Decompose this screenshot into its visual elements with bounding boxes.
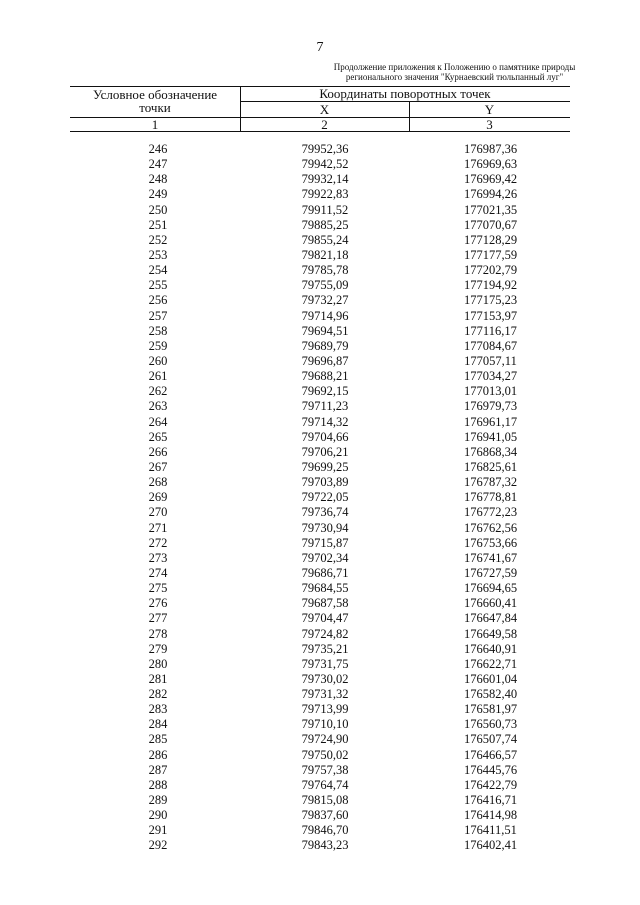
y-coordinate-cell: 176560,73	[463, 717, 518, 732]
point-id-cell: 249	[148, 187, 168, 202]
table-row	[0, 808, 640, 823]
table-row	[0, 657, 640, 672]
y-coordinate-cell: 177177,59	[463, 247, 518, 262]
point-id-cell: 251	[148, 217, 168, 232]
x-coordinate-cell: 79699,25	[301, 459, 349, 474]
point-id-cell: 261	[148, 369, 168, 384]
point-id-cell: 290	[148, 808, 168, 823]
y-coordinate-cell: 176741,67	[463, 550, 518, 565]
x-coordinate-cell: 79731,75	[301, 656, 349, 671]
y-coordinate-cell: 176787,32	[463, 475, 518, 490]
point-id-cell: 292	[148, 838, 168, 853]
point-id-cell: 285	[148, 732, 168, 747]
x-coordinate-cell: 79688,21	[301, 369, 349, 384]
y-coordinate-cell: 176422,79	[463, 777, 518, 792]
table-row	[0, 309, 640, 324]
x-coordinate-cell: 79735,21	[301, 641, 349, 656]
y-coordinate-cell: 177175,23	[463, 293, 518, 308]
point-id-cell: 270	[148, 505, 168, 520]
point-id-cell: 281	[148, 671, 168, 686]
y-coordinate-cell: 177057,11	[464, 353, 517, 368]
y-coordinate-cell: 177116,17	[464, 323, 517, 338]
table-row	[0, 717, 640, 732]
table-row	[0, 596, 640, 611]
y-coordinate-cell: 176649,58	[463, 626, 518, 641]
x-coordinate-cell: 79757,38	[301, 762, 349, 777]
point-id-cell: 277	[148, 611, 168, 626]
x-coordinate-cell: 79702,34	[301, 550, 349, 565]
y-coordinate-cell: 176507,74	[463, 732, 518, 747]
point-id-cell: 282	[148, 687, 168, 702]
table-row	[0, 490, 640, 505]
x-coordinate-cell: 79785,78	[301, 263, 349, 278]
x-coordinate-cell: 79764,74	[301, 777, 349, 792]
point-id-cell: 287	[148, 762, 168, 777]
y-coordinate-cell: 176402,41	[463, 838, 518, 853]
table-row	[0, 354, 640, 369]
x-coordinate-cell: 79736,74	[301, 505, 349, 520]
x-coordinate-cell: 79750,02	[301, 747, 349, 762]
x-coordinate-cell: 79731,32	[301, 687, 349, 702]
table-row	[0, 157, 640, 172]
header-bottom-rule	[70, 131, 570, 132]
x-coordinate-cell: 79732,27	[301, 293, 349, 308]
x-coordinate-cell: 79755,09	[301, 278, 349, 293]
y-coordinate-cell: 176825,61	[463, 459, 518, 474]
coords-subheader-rule	[240, 101, 570, 102]
point-id-cell: 272	[148, 535, 168, 550]
x-coordinate-cell: 79821,18	[301, 247, 349, 262]
coords-header: Координаты поворотных точек	[319, 86, 491, 101]
table-row	[0, 233, 640, 248]
point-header-line-2: точки	[139, 100, 171, 115]
x-coordinate-cell: 79686,71	[301, 565, 349, 580]
point-id-cell: 258	[148, 323, 168, 338]
col-index-1: 1	[151, 117, 159, 132]
y-coordinate-cell: 176753,66	[463, 535, 518, 550]
table-row	[0, 369, 640, 384]
x-coordinate-cell: 79694,51	[301, 323, 349, 338]
y-coordinate-cell: 176987,36	[463, 142, 518, 156]
x-coordinate-cell: 79703,89	[301, 475, 349, 490]
y-coordinate-cell: 176727,59	[463, 565, 518, 580]
x-coordinate-cell: 79687,58	[301, 596, 349, 611]
x-coordinate-cell: 79730,94	[301, 520, 349, 535]
point-id-cell: 248	[148, 172, 168, 187]
y-coordinate-cell: 176466,57	[463, 747, 518, 762]
table-row	[0, 702, 640, 717]
table-row	[0, 384, 640, 399]
table-row	[0, 415, 640, 430]
x-coordinate-cell: 79704,66	[301, 429, 349, 444]
coordinates-table-body	[0, 142, 640, 854]
point-id-cell: 289	[148, 793, 168, 808]
table-row	[0, 763, 640, 778]
point-id-cell: 291	[148, 823, 168, 838]
point-id-cell: 255	[148, 278, 168, 293]
point-id-cell: 274	[148, 565, 168, 580]
caption-line-1: Продолжение приложения к Положению о памятнике природы	[333, 62, 576, 72]
y-coordinate-cell: 177084,67	[463, 338, 518, 353]
x-coordinate-cell: 79724,90	[301, 732, 349, 747]
x-coordinate-cell: 79922,83	[301, 187, 349, 202]
y-coordinate-cell: 176969,42	[463, 172, 518, 187]
table-row	[0, 551, 640, 566]
point-header-line-1: Условное обозначение	[92, 87, 218, 102]
table-row	[0, 475, 640, 490]
y-coordinate-cell: 176640,91	[463, 641, 518, 656]
y-coordinate-cell: 176582,40	[463, 687, 518, 702]
table-row	[0, 278, 640, 293]
point-id-cell: 286	[148, 747, 168, 762]
caption-line-2: регионального значения "Курнаевский тюльпанный луг"	[345, 72, 564, 82]
table-row	[0, 460, 640, 475]
point-id-cell: 280	[148, 656, 168, 671]
point-id-cell: 260	[148, 353, 168, 368]
y-coordinate-cell: 176762,56	[463, 520, 518, 535]
y-coordinate-cell: 177021,35	[463, 202, 518, 217]
table-row	[0, 399, 640, 414]
point-id-cell: 264	[148, 414, 168, 429]
point-id-cell: 263	[148, 399, 168, 414]
x-coordinate-cell: 79706,21	[301, 444, 349, 459]
table-row	[0, 430, 640, 445]
table-row	[0, 611, 640, 626]
table-row	[0, 248, 640, 263]
point-id-cell: 271	[148, 520, 168, 535]
y-coordinate-cell: 176601,04	[463, 671, 518, 686]
y-coordinate-cell: 176772,23	[463, 505, 518, 520]
x-coordinate-cell: 79711,23	[301, 399, 349, 414]
x-coordinate-cell: 79855,24	[301, 232, 349, 247]
point-id-cell: 253	[148, 247, 168, 262]
y-coordinate-cell: 177202,79	[463, 263, 518, 278]
x-coordinate-cell: 79713,99	[301, 702, 349, 717]
table-row	[0, 778, 640, 793]
x-coordinate-cell: 79846,70	[301, 823, 349, 838]
x-coordinate-cell: 79815,08	[301, 793, 349, 808]
y-coordinate-cell: 177034,27	[463, 369, 518, 384]
y-coordinate-cell: 176622,71	[463, 656, 518, 671]
point-id-cell: 257	[148, 308, 168, 323]
y-coordinate-cell: 177153,97	[463, 308, 518, 323]
y-coordinate-cell: 176868,34	[463, 444, 518, 459]
y-coordinate-cell: 176416,71	[463, 793, 518, 808]
point-id-cell: 279	[148, 641, 168, 656]
point-id-cell: 259	[148, 338, 168, 353]
point-id-cell: 254	[148, 263, 168, 278]
y-coordinate-cell: 176941,05	[463, 429, 518, 444]
table-row	[0, 687, 640, 702]
table-row	[0, 793, 640, 808]
y-coordinate-cell: 177013,01	[463, 384, 518, 399]
table-row	[0, 521, 640, 536]
point-id-cell: 265	[148, 429, 168, 444]
col-index-2: 2	[321, 117, 328, 132]
x-coordinate-cell: 79932,14	[301, 172, 349, 187]
point-id-cell: 268	[148, 475, 168, 490]
table-row	[0, 445, 640, 460]
table-row	[0, 263, 640, 278]
y-coordinate-cell: 176660,41	[463, 596, 518, 611]
point-id-cell: 283	[148, 702, 168, 717]
table-row	[0, 339, 640, 354]
page-number: 7	[316, 40, 324, 55]
table-row	[0, 823, 640, 838]
table-row	[0, 172, 640, 187]
y-coordinate-cell: 176581,97	[463, 702, 518, 717]
y-coordinate-cell: 176647,84	[463, 611, 518, 626]
x-coordinate-cell: 79952,36	[301, 142, 349, 156]
table-row	[0, 581, 640, 596]
table-row	[0, 142, 640, 157]
table-row	[0, 748, 640, 763]
point-id-cell: 284	[148, 717, 168, 732]
table-row	[0, 536, 640, 551]
table-row	[0, 672, 640, 687]
table-row	[0, 187, 640, 202]
y-coordinate-cell: 176994,26	[463, 187, 518, 202]
table-row	[0, 838, 640, 853]
y-coordinate-cell: 176969,63	[463, 157, 518, 172]
y-coordinate-cell: 176961,17	[463, 414, 518, 429]
x-coordinate-cell: 79710,10	[301, 717, 349, 732]
table-row	[0, 627, 640, 642]
point-id-cell: 273	[148, 550, 168, 565]
point-id-cell: 275	[148, 581, 168, 596]
point-id-cell: 262	[148, 384, 168, 399]
x-coordinate-cell: 79722,05	[301, 490, 349, 505]
point-id-cell: 256	[148, 293, 168, 308]
y-coordinate-cell: 176414,98	[463, 808, 518, 823]
y-coordinate-cell: 176411,51	[464, 823, 517, 838]
x-coordinate-cell: 79704,47	[301, 611, 349, 626]
x-coordinate-cell: 79692,15	[301, 384, 349, 399]
y-coordinate-cell: 176445,76	[463, 762, 518, 777]
x-coordinate-cell: 79724,82	[301, 626, 349, 641]
table-row	[0, 218, 640, 233]
table-row	[0, 566, 640, 581]
table-row	[0, 732, 640, 747]
point-id-cell: 252	[148, 232, 168, 247]
x-coordinate-cell: 79837,60	[301, 808, 349, 823]
x-coordinate-cell: 79696,87	[301, 353, 349, 368]
table-row	[0, 293, 640, 308]
x-coordinate-cell: 79715,87	[301, 535, 349, 550]
point-id-cell: 278	[148, 626, 168, 641]
y-header: Y	[484, 102, 495, 117]
x-coordinate-cell: 79684,55	[301, 581, 349, 596]
x-coordinate-cell: 79911,52	[301, 202, 349, 217]
x-header: X	[319, 102, 330, 117]
x-coordinate-cell: 79942,52	[301, 157, 349, 172]
table-row	[0, 203, 640, 218]
x-coordinate-cell: 79714,96	[301, 308, 349, 323]
y-coordinate-cell: 177070,67	[463, 217, 518, 232]
y-coordinate-cell: 176979,73	[463, 399, 518, 414]
point-id-cell: 288	[148, 777, 168, 792]
x-coordinate-cell: 79885,25	[301, 217, 349, 232]
point-designation-header	[70, 88, 240, 114]
table-row	[0, 505, 640, 520]
point-id-cell: 246	[148, 142, 168, 156]
x-coordinate-cell: 79730,02	[301, 671, 349, 686]
point-id-cell: 247	[148, 157, 168, 172]
table-row	[0, 642, 640, 657]
point-id-cell: 267	[148, 459, 168, 474]
point-id-cell: 276	[148, 596, 168, 611]
y-coordinate-cell: 177128,29	[463, 232, 518, 247]
point-id-cell: 269	[148, 490, 168, 505]
y-coordinate-cell: 176694,65	[463, 581, 518, 596]
point-id-cell: 250	[148, 202, 168, 217]
x-coordinate-cell: 79689,79	[301, 338, 349, 353]
table-row	[0, 324, 640, 339]
appendix-caption	[332, 62, 577, 82]
y-coordinate-cell: 176778,81	[463, 490, 518, 505]
col-index-3: 3	[486, 117, 493, 132]
y-coordinate-cell: 177194,92	[463, 278, 518, 293]
x-coordinate-cell: 79843,23	[301, 838, 349, 853]
x-coordinate-cell: 79714,32	[301, 414, 349, 429]
point-id-cell: 266	[148, 444, 168, 459]
